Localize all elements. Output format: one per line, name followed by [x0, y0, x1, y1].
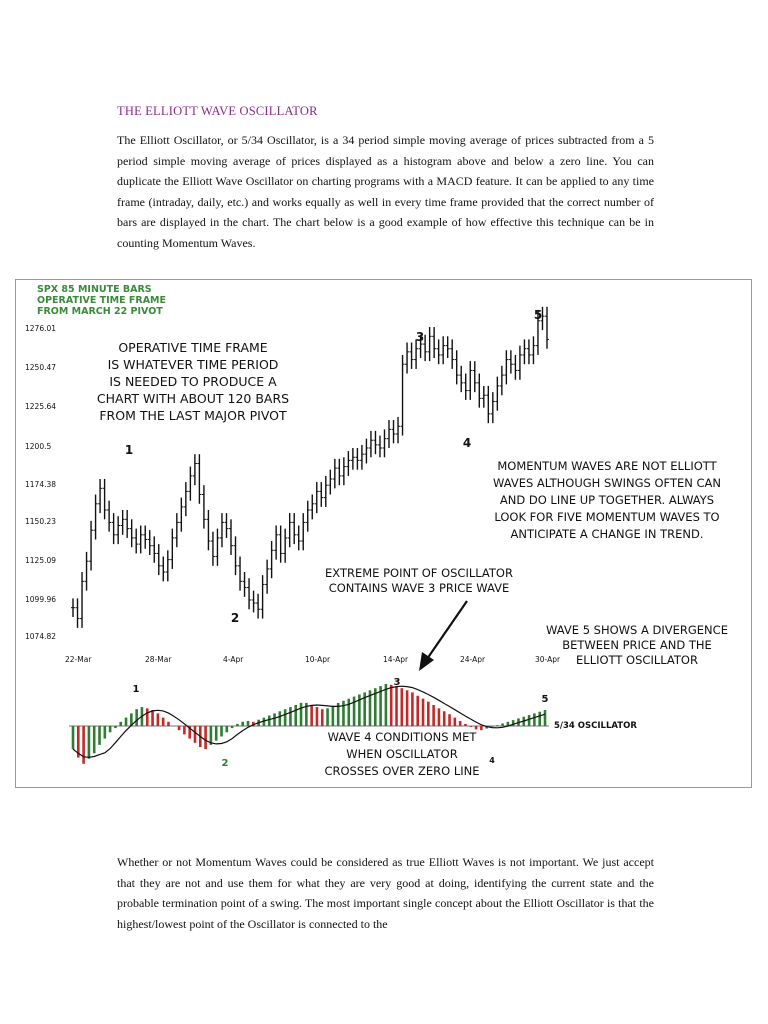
x-tick-label: 24-Apr	[460, 655, 486, 664]
x-tick-label: 10-Apr	[305, 655, 331, 664]
spx-chart-figure	[15, 279, 752, 788]
oscillator-wave-label: 2	[221, 758, 229, 769]
chart-header-line: SPX 85 MINUTE BARS	[37, 284, 152, 295]
annotation-momentum-line: MOMENTUM WAVES ARE NOT ELLIOTT	[497, 459, 717, 473]
y-tick-label: 1174.38	[25, 480, 57, 489]
section-heading: THE ELLIOTT WAVE OSCILLATOR	[117, 104, 318, 118]
y-tick-label: 1276.01	[25, 324, 57, 333]
intro-paragraph: The Elliott Oscillator, or 5/34 Oscillator, is a 34 period simple moving average of prices subtracted from a 5 period simple moving average of prices displayed as a histogram above and below a zero line. You can duplicate the Elliott Wave Oscillator on charting programs with a MACD feature. It can be applied to any time frame (intraday, daily, etc.) and works equally as well in every time frame provided that the correct number of bars are displayed in the chart. The chart below is a good example of how effective this technique can be in counting Momentum Waves.	[117, 133, 654, 250]
price-wave-label: 4	[462, 436, 472, 450]
annotation-extreme-line: CONTAINS WAVE 3 PRICE WAVE	[328, 581, 510, 595]
x-tick-label: 22-Mar	[65, 655, 92, 664]
x-tick-label: 4-Apr	[223, 655, 244, 664]
annotation-operative-line: OPERATIVE TIME FRAME	[118, 340, 268, 355]
price-wave-label: 1	[124, 443, 134, 457]
oscillator-label: 5/34 OSCILLATOR	[554, 721, 637, 731]
spx-chart	[15, 279, 752, 788]
price-wave-label: 3	[415, 330, 425, 344]
annotation-wave5-line: BETWEEN PRICE AND THE	[562, 638, 712, 652]
annotation-wave4-line: WHEN OSCILLATOR	[346, 747, 458, 761]
annotation-momentum-line: AND DO LINE UP TOGETHER. ALWAYS	[499, 493, 715, 507]
oscillator-wave-label: 1	[132, 684, 140, 695]
chart-header-line: FROM MARCH 22 PIVOT	[37, 306, 163, 317]
price-wave-label: 2	[230, 611, 240, 625]
annotation-wave4-line: WAVE 4 CONDITIONS MET	[327, 730, 477, 744]
annotation-wave5-line: ELLIOTT OSCILLATOR	[576, 653, 698, 667]
x-tick-label: 14-Apr	[383, 655, 409, 664]
y-tick-label: 1150.23	[25, 517, 57, 526]
y-tick-label: 1099.96	[25, 595, 57, 604]
y-tick-label: 1200.5	[25, 442, 52, 451]
annotation-wave4-line: CROSSES OVER ZERO LINE	[324, 764, 480, 778]
y-tick-label: 1225.64	[25, 402, 57, 411]
annotation-operative-line: IS NEEDED TO PRODUCE A	[109, 374, 277, 389]
annotation-momentum-line: WAVES ALTHOUGH SWINGS OFTEN CAN	[492, 476, 722, 490]
oscillator-wave-label: 5	[541, 694, 549, 705]
annotation-wave5-line: WAVE 5 SHOWS A DIVERGENCE	[546, 623, 728, 637]
y-tick-label: 1074.82	[25, 632, 57, 641]
chart-header-line: OPERATIVE TIME FRAME	[37, 295, 166, 306]
price-wave-label: 5	[533, 308, 543, 322]
annotation-operative-line: FROM THE LAST MAJOR PIVOT	[99, 408, 287, 423]
annotation-momentum-line: LOOK FOR FIVE MOMENTUM WAVES TO	[494, 510, 720, 524]
x-tick-label: 30-Apr	[535, 655, 561, 664]
annotation-extreme-line: EXTREME POINT OF OSCILLATOR	[325, 566, 513, 580]
body-paragraph: Whether or not Momentum Waves could be considered as true Elliott Waves is not important. We just accept that they are not and use them for what they are very good at doing, identifying the current state and the probable termination point of a swing. The most important single concept about the Elliott Oscillator is that the highest/lowest point of the Oscillator is connected to the	[117, 855, 654, 931]
y-tick-label: 1250.47	[25, 363, 57, 372]
annotation-operative-line: IS WHATEVER TIME PERIOD	[107, 357, 279, 372]
x-tick-label: 28-Mar	[145, 655, 172, 664]
annotation-momentum-line: ANTICIPATE A CHANGE IN TREND.	[510, 527, 704, 541]
oscillator-wave-label: 4	[489, 756, 495, 765]
annotation-operative-line: CHART WITH ABOUT 120 BARS	[96, 391, 290, 406]
y-tick-label: 1125.09	[25, 556, 57, 565]
oscillator-wave-label: 3	[393, 677, 401, 688]
